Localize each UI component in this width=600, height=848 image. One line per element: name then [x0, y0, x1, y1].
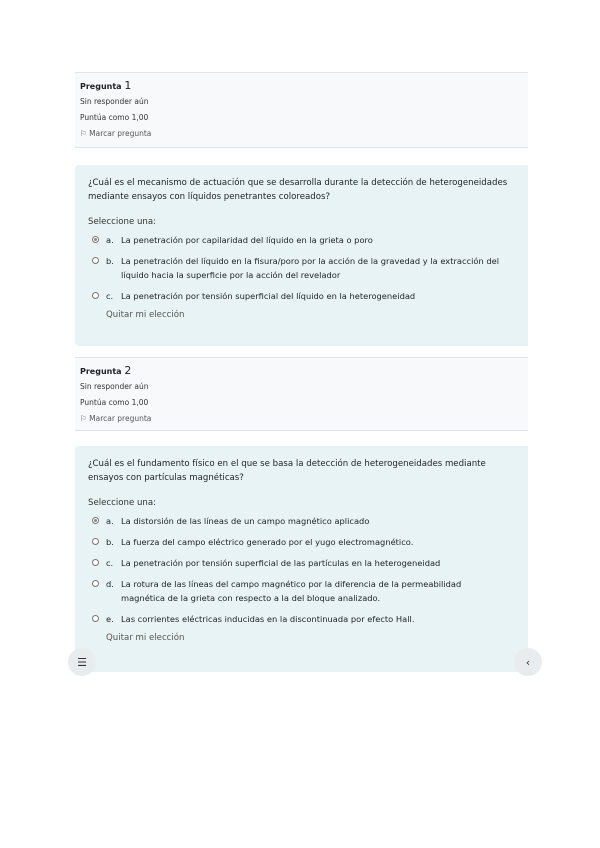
flag-question-link[interactable]	[80, 129, 523, 138]
question-text: ¿Cuál es el mecanismo de actuación que se desarrolla durante la detección de heterogeneidades mediante ensayos con líquidos penetrantes coloreados?	[88, 178, 508, 202]
answer-option[interactable]	[92, 577, 515, 605]
question-2-info	[75, 357, 528, 431]
answer-option[interactable]	[92, 612, 515, 626]
question-score: Puntúa como 1,00	[80, 398, 149, 407]
question-status: Sin responder aún	[80, 382, 149, 391]
question-1-content	[75, 165, 528, 346]
option-text: La rotura de las líneas del campo magnético por la diferencia de la permeabilidad magnética de la grieta con respecto a la del bloque analizado.	[121, 579, 462, 603]
select-prompt: Seleccione una:	[88, 498, 157, 508]
radio-button[interactable]	[92, 292, 99, 299]
radio-button[interactable]	[92, 538, 99, 545]
option-text: La fuerza del campo eléctrico generado por el yugo electromagnético.	[121, 537, 414, 547]
answer-option[interactable]	[92, 254, 515, 282]
option-text: La penetración por tensión superficial de las partículas en la heterogeneidad	[121, 558, 441, 568]
question-number	[80, 79, 523, 92]
option-text: La distorsión de las líneas de un campo magnético aplicado	[121, 516, 370, 526]
flag-label: Marcar pregunta	[89, 414, 152, 423]
option-letter: c.	[106, 291, 114, 301]
option-letter: a.	[106, 235, 114, 245]
chevron-left-icon: ‹	[525, 655, 531, 669]
option-letter: a.	[106, 516, 114, 526]
quiz-navigation-button[interactable]	[68, 648, 96, 676]
radio-button[interactable]	[92, 236, 99, 243]
option-text: La penetración por tensión superficial del líquido en la heterogeneidad	[121, 291, 416, 301]
radio-button[interactable]	[92, 559, 99, 566]
option-text: Las corrientes eléctricas inducidas en la discontinuada por efecto Hall.	[121, 614, 415, 624]
answer-option[interactable]	[92, 535, 515, 549]
flag-icon: ⚐	[80, 414, 87, 423]
answer-option[interactable]	[92, 233, 515, 247]
radio-button[interactable]	[92, 517, 99, 524]
flag-question-link[interactable]	[80, 414, 523, 423]
collapse-drawer-button[interactable]	[514, 648, 542, 676]
flag-icon: ⚐	[80, 129, 87, 138]
radio-button[interactable]	[92, 615, 99, 622]
option-letter: d.	[106, 579, 114, 589]
flag-label: Marcar pregunta	[89, 129, 152, 138]
radio-button[interactable]	[92, 580, 99, 587]
question-text: ¿Cuál es el fundamento físico en el que se basa la detección de heterogeneidades mediante ensayos con partículas magnéticas?	[88, 459, 486, 483]
question-number-value: 1	[124, 79, 132, 92]
question-number-value: 2	[124, 364, 132, 377]
question-label: Pregunta	[80, 367, 122, 376]
option-letter: e.	[106, 614, 114, 624]
question-1-info	[75, 72, 528, 148]
radio-button[interactable]	[92, 257, 99, 264]
answer-option[interactable]	[92, 289, 515, 303]
answer-option[interactable]	[92, 556, 515, 570]
question-status: Sin responder aún	[80, 97, 149, 106]
option-letter: c.	[106, 558, 114, 568]
question-label: Pregunta	[80, 82, 122, 91]
clear-choice-link[interactable]: Quitar mi elección	[106, 310, 185, 320]
question-number	[80, 364, 523, 377]
option-letter: b.	[106, 256, 114, 266]
clear-choice-link[interactable]: Quitar mi elección	[106, 633, 185, 643]
option-text: La penetración por capilaridad del líquido en la grieta o poro	[121, 235, 373, 245]
option-text: La penetración del líquido en la fisura/poro por la acción de la gravedad y la extracción del líquido hacia la superficie por la acción del revelador	[121, 256, 500, 280]
list-icon: ☰	[77, 655, 87, 669]
select-prompt: Seleccione una:	[88, 217, 157, 227]
question-2-content	[75, 446, 531, 672]
option-letter: b.	[106, 537, 114, 547]
answer-option[interactable]	[92, 514, 515, 528]
question-score: Puntúa como 1,00	[80, 113, 149, 122]
